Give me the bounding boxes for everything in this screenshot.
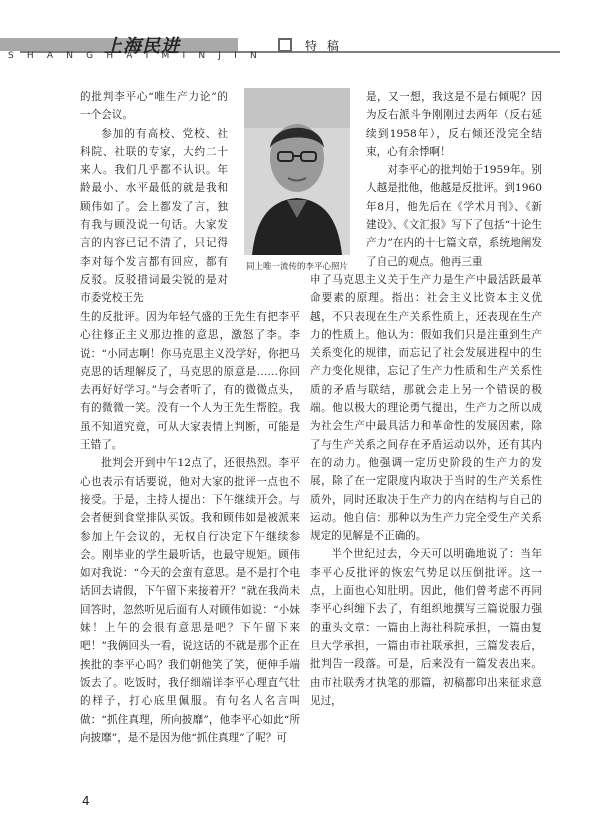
page-header bbox=[0, 0, 600, 62]
right-column-bottom bbox=[310, 271, 542, 710]
paragraph: 半个世纪过去，今天可以明确地说了：当年李平心反批评的恢宏气势足以压倒批评。这一点，上面也心知肚明。因此，他们曾考虑不再同李平心纠缠下去了，有组织地撰写三篇说服力强的重头文章：一篇由上海社科院承担，一篇由复旦大学承担，一篇由市社联承担，三篇发表后，批判告一段落。可是，后来没有一篇发表出来。由市社联秀才执笔的那篇，初稿都印出来征求意见过， bbox=[310, 548, 542, 707]
paragraph: 申了马克思主义关于生产力是生产中最活跃最革命要素的原理。指出：社会主义比资本主义优越，不只表现在生产关系性质上，还表现在生产力的性质上。他认为：假如我们只是注重到生产关系变化的规律，而忘记了社会发展进程中的生产力变化规律，忘记了生产力性质和生产关系性质的矛盾与联结，那就会走上另一个错误的极端。他以极大的理论勇气提出，生产力之所以成为社会生产中最具活力和革命性的发展因素，除了与生产关系之间存在矛盾运动以外，还有其内在的动力。他强调一定历史阶段的生产力的发展，除了在一定限度内取决于当时的生产关系性质外，同时还取决于生产力的内在结构与自己的运动。他自信：那种以为生产力完全受生产关系规定的见解是不正确的。 bbox=[310, 274, 542, 543]
magazine-romanized-name: SHANGHAIMINJIN bbox=[8, 51, 270, 61]
paragraph: 参加的有高校、党校、社科院、社联的专家，大约二十来人。我们几乎都不认识。年龄最小、水平最低的就是我和顾伟如了。会上都发了言，独有我与顾没说一句话。大家发言的内容已记不清了，只记得李对每个发言都有回应，都有反驳。反驳措词最尖锐的是对市委党校王先 bbox=[80, 127, 228, 305]
paragraph: 批判会开到中午12点了，还很热烈。李平心也表示有话要说，他对大家的批评一点也不接受。于是，主持人提出：下午继续开会。与会者便到食堂排队买饭。我和顾伟如是被派来参加上午会议的，无权自行决定下午继续参会。刚毕业的学生最听话，也最守规矩。顾伟如对我说：“今天的会蛮有意思。是不是打个电话回去请假，下午留下来接着开？”就在我尚未回答时，忽然听见后面有人对顾伟如说：“小妹妹！上午的会很有意思是吧？下午留下来吧！”我俩回头一看，说这话的不就是那个正在挨批的李平心吗？我们朝他笑了笑，便伸手端饭去了。吃饭时，我仔细端详李平心理直气壮的样子，打心底里佩服。有句名人名言叫做：“抓住真理，所向披靡”，他李平心如此“所向披靡”，是不是因为他“抓住真理”了呢？可 bbox=[80, 457, 300, 744]
paragraph: 生的反批评。因为年轻气盛的王先生有把李平心往修正主义那边推的意思，激怒了李。李说：“小同志啊！你马克思主义没学好，你把马克思的话理解反了，马克思的原意是……你回去再好好学习。”与会者听了，有的微微点头，有的微微一笑。没有一个人为王先生帮腔。我虽不知道究竟，可从大家表情上判断，可能是王错了。 bbox=[80, 311, 300, 452]
magazine-logo: 上海民进 bbox=[104, 36, 180, 57]
paragraph: 是，又一想，我这是不是右倾呢？因为反右派斗争刚刚过去两年（反右延续到1958年），反右倾还没完全结束，心有余悸啊！ bbox=[366, 91, 542, 158]
portrait-figure bbox=[232, 88, 362, 286]
paragraph: 的批判李平心“唯生产力论”的一个会议。 bbox=[80, 91, 228, 122]
section-marker-icon bbox=[278, 38, 292, 52]
portrait-caption: 同上唯一流传的李平心照片 bbox=[245, 262, 348, 272]
page-number: 4 bbox=[82, 794, 90, 808]
right-column-top bbox=[366, 88, 542, 271]
portrait-photo bbox=[244, 88, 350, 255]
left-column-top bbox=[80, 88, 228, 308]
left-column-bottom bbox=[80, 308, 300, 747]
paragraph: 对李平心的批判始于1959年。别人越是批他，他越是反批评。到1960年8月，他先后在《学术月刊》、《新建设》、《文汇报》写下了包括“十论生产力”在内的十七篇文章，系统地阐发了自己的观点。他再三重 bbox=[366, 164, 542, 268]
portrait-illustration bbox=[244, 88, 350, 255]
section-title: 特 稿 bbox=[305, 39, 342, 53]
